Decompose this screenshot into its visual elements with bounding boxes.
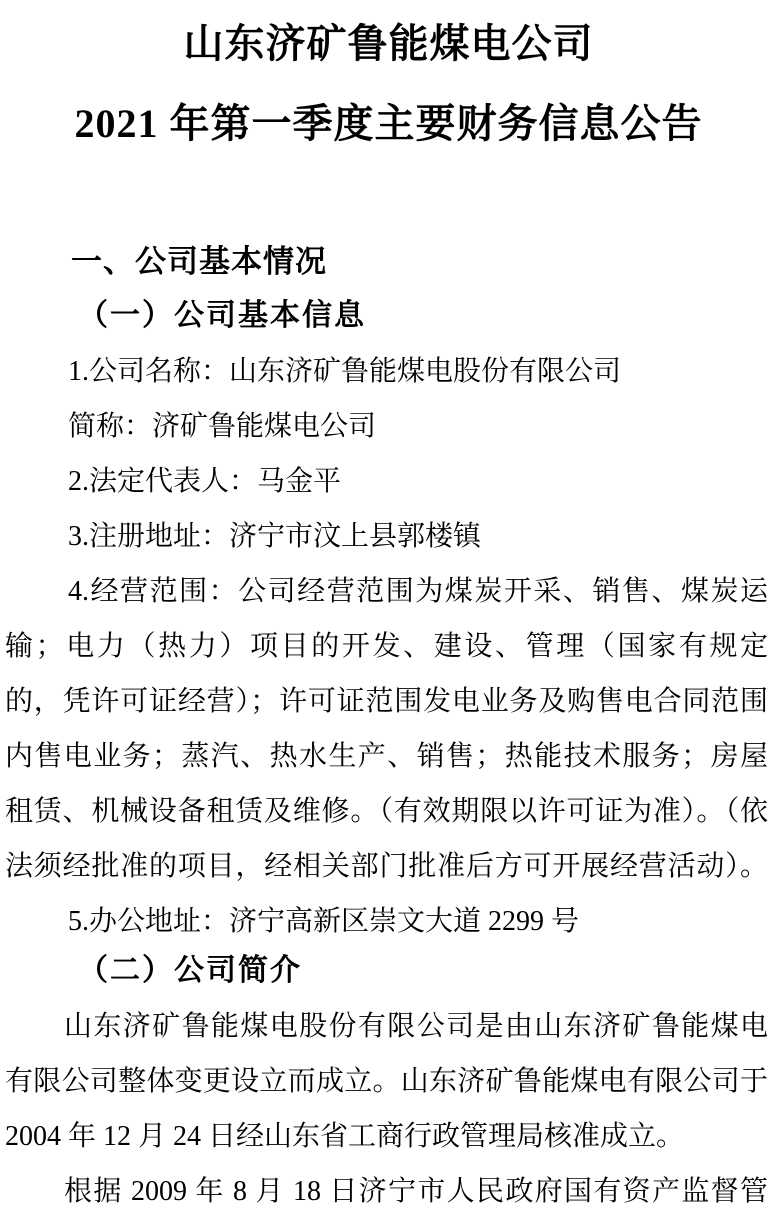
- company-history-line-1: 根据 2009 年 8 月 18 日济宁市人民政府国有资产监督管: [64, 1176, 768, 1207]
- section-1-heading: 一、公司基本情况: [71, 244, 327, 279]
- doc-subtitle: 2021 年第一季度主要财务信息公告: [74, 101, 703, 146]
- registered-address-line: 3.注册地址：济宁市汶上县郭楼镇: [68, 521, 482, 552]
- legal-representative-line: 2.法定代表人：马金平: [68, 466, 342, 497]
- business-scope-line-3: 的，凭许可证经营）；许可证范围发电业务及购售电合同范围: [5, 686, 768, 717]
- subsection-1-2-body: [0, 999, 777, 1219]
- doc-title: 山东济矿鲁能煤电公司: [183, 21, 594, 66]
- company-intro-line-1: 山东济矿鲁能煤电股份有限公司是由山东济矿鲁能煤电: [64, 1011, 768, 1042]
- company-short-name-line: 简称：济矿鲁能煤电公司: [68, 411, 377, 442]
- business-scope-line-4: 内售电业务；蒸汽、热水生产、销售；热能技术服务；房屋: [5, 741, 768, 772]
- business-scope-line-6: 法须经批准的项目，经相关部门批准后方可开展经营活动）。: [5, 851, 768, 882]
- subsection-1-1-body: [0, 344, 777, 949]
- subsection-1-1-heading: （一）公司基本信息: [78, 299, 366, 332]
- company-intro-line-3: 2004 年 12 月 24 日经山东省工商行政管理局核准成立。: [5, 1121, 685, 1152]
- business-scope-line-1: 4.经营范围：公司经营范围为煤炭开采、销售、煤炭运: [68, 576, 768, 607]
- office-address-line: 5.办公地址：济宁高新区崇文大道 2299 号: [68, 906, 580, 937]
- company-intro-line-2: 有限公司整体变更设立而成立。山东济矿鲁能煤电有限公司于: [5, 1066, 768, 1097]
- subsection-1-2-heading: （二）公司简介: [78, 954, 302, 987]
- business-scope-line-5: 租赁、机械设备租赁及维修。（有效期限以许可证为准）。（依: [5, 796, 768, 827]
- company-name-line: 1.公司名称：山东济矿鲁能煤电股份有限公司: [68, 356, 622, 387]
- business-scope-line-2: 输；电力（热力）项目的开发、建设、管理（国家有规定: [5, 631, 768, 662]
